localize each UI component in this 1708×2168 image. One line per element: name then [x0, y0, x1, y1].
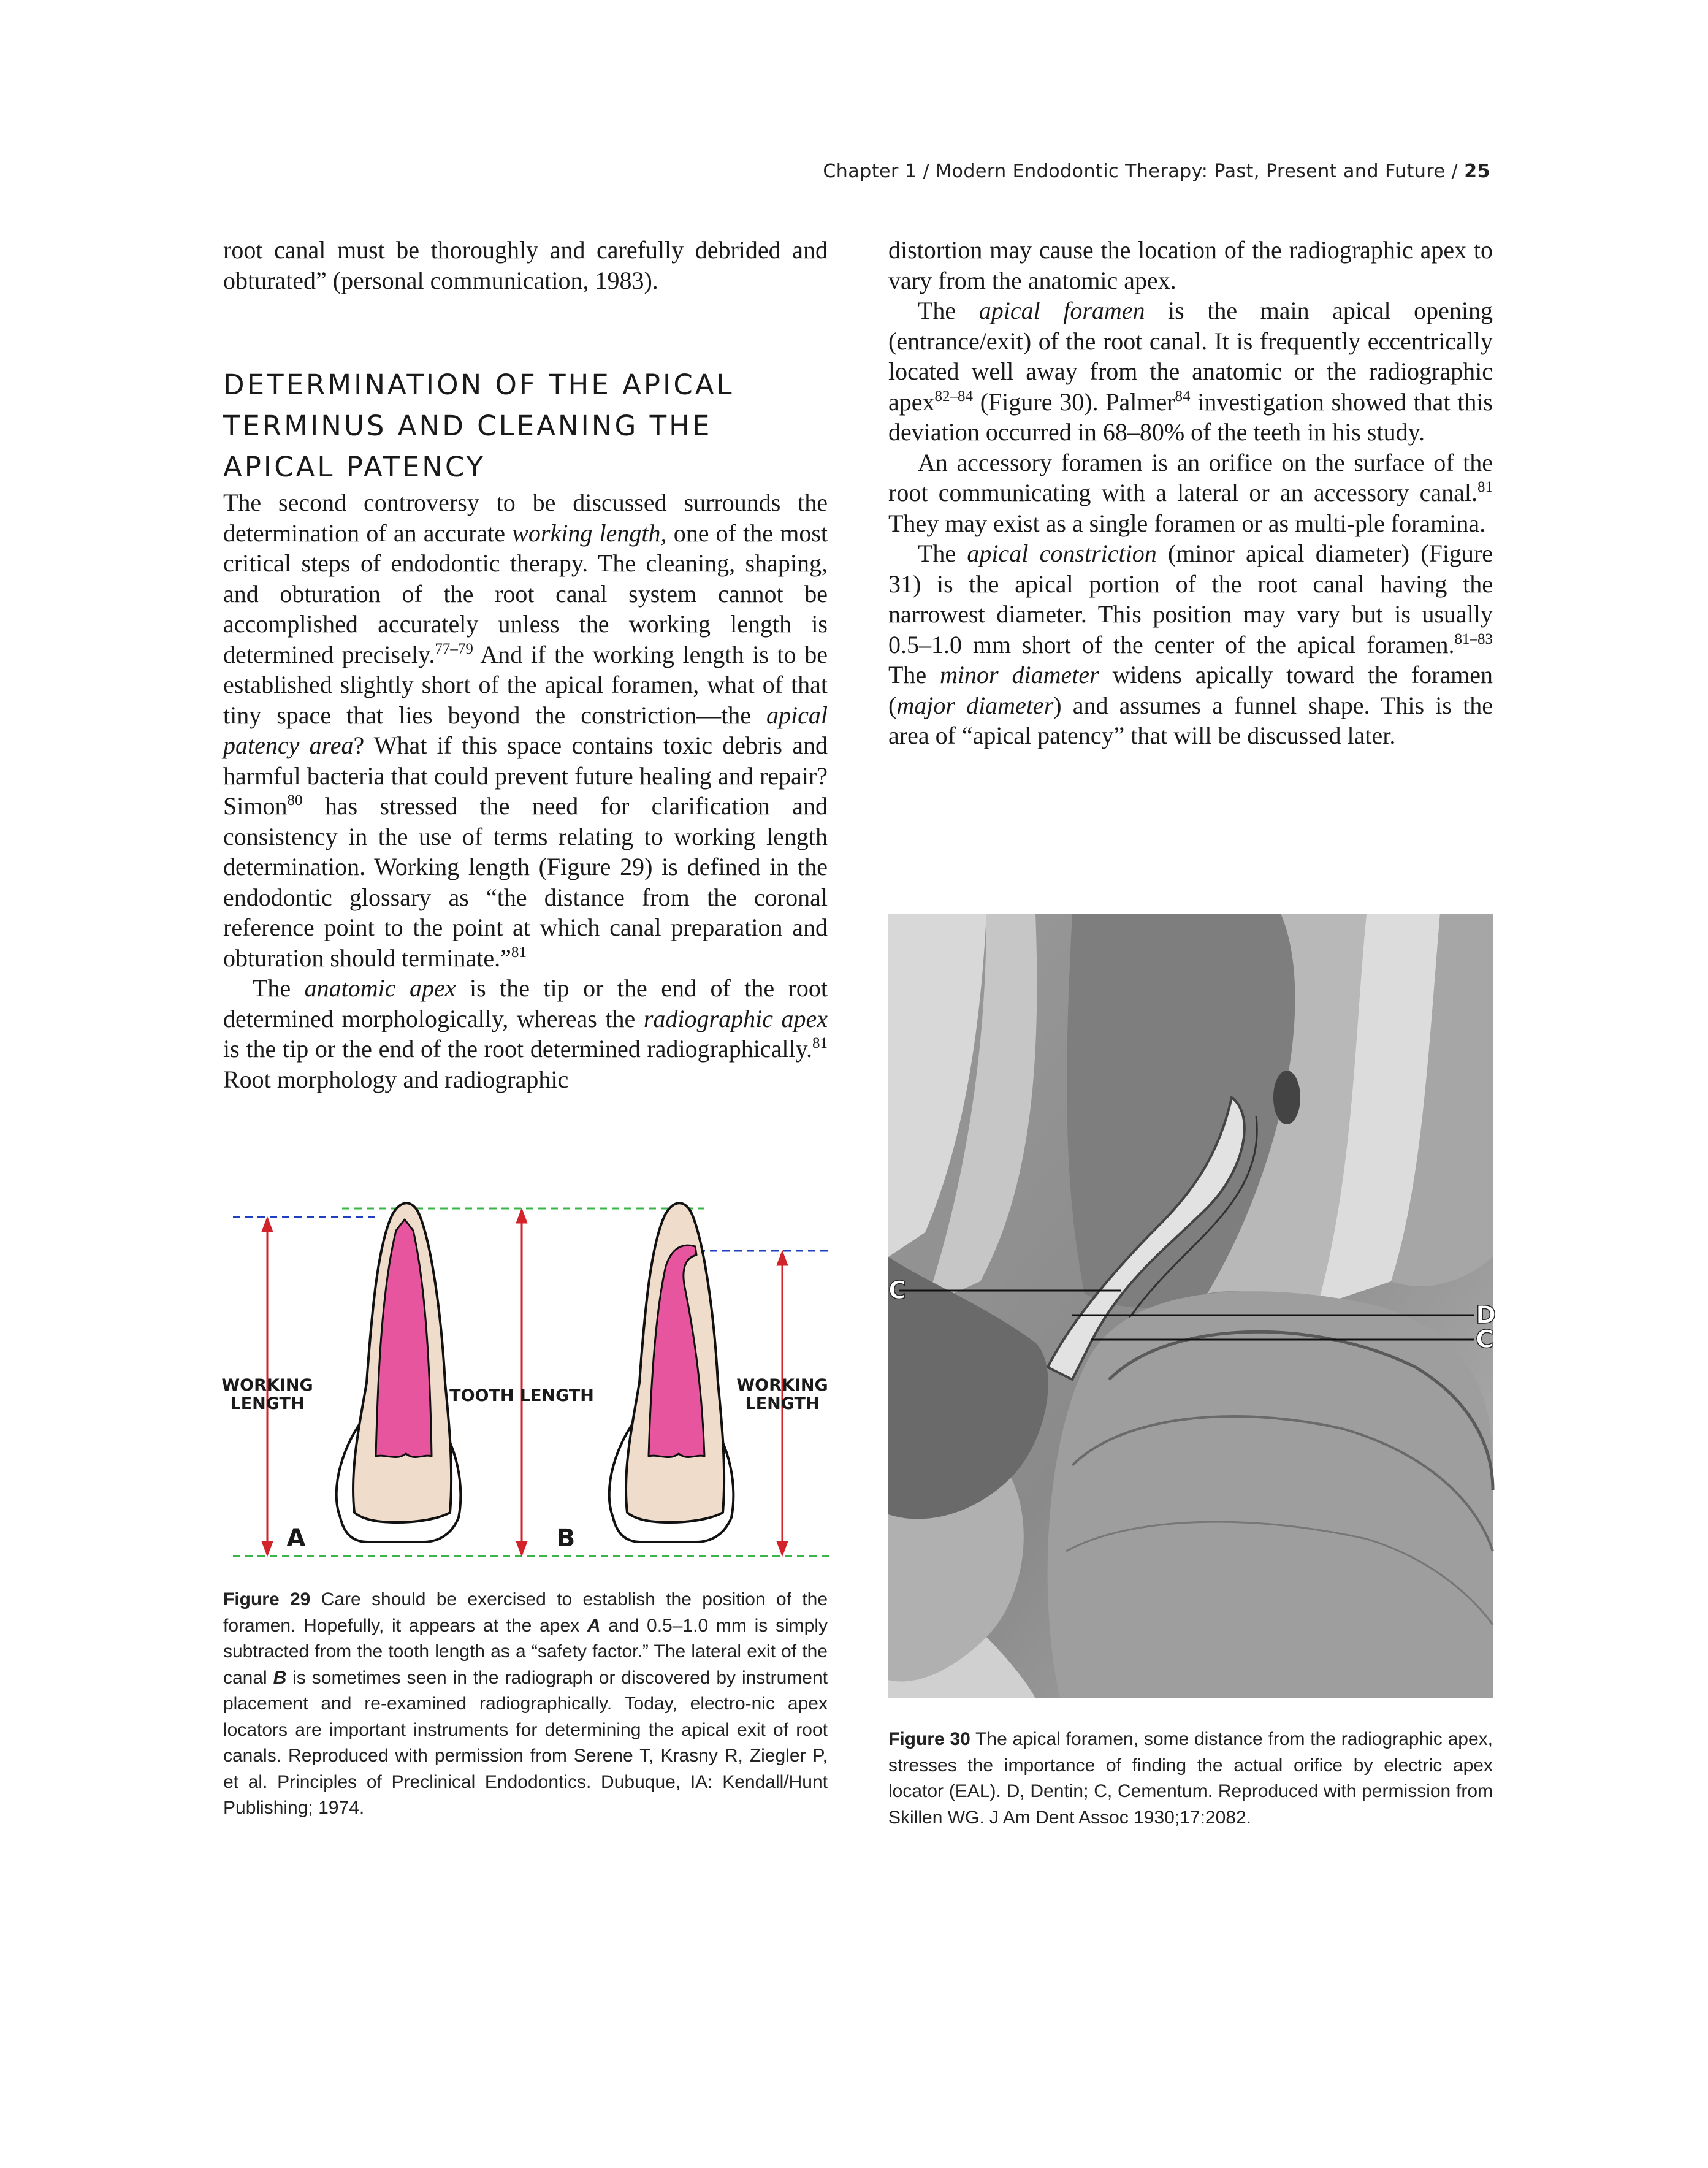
label-c-right: C	[1476, 1326, 1494, 1354]
tooth-length-arrow	[516, 1208, 527, 1556]
tooth-a-label: A	[286, 1524, 306, 1552]
left-paragraph-2: The second controversy to be discussed surrounds the determination of an accurate working length, one of the most critical steps of endodontic therapy. The cleaning, shaping, and obturation of the root canal system cannot be accomplished accurately unless the working length is determined precisely.$^{77-79}$ And if the working length is to be established slightly short of the apical foramen, what of that tiny space that lies beyond the constriction—the apical patency area? What if this space contains toxic debris and harmful bacteria that could prevent future healing and repair? Simon$^{80}$ has stressed the need for clarification and consistency in the use of terms relating to working length determination. Working length (Figure 29) is defined in the endodontic glossary as “the distance from the coronal reference point to the point at which canal preparation and obturation should terminate.”$^{81}$	[223, 489, 828, 972]
tooth-a	[337, 1203, 461, 1542]
right-paragraph-2: The apical foramen is the main apical opening (entrance/exit) of the root canal. It is frequently eccentrically located well away from the anatomic or the radiographic apex$^{82-84}$ (Figure 30). Palmer$^{84}$ investigation showed that this deviation occurred in 68–80% of the teeth in his study.	[888, 297, 1493, 446]
figure-30-micrograph	[888, 914, 1496, 1698]
section-heading: DETERMINATION OF THE APICAL TERMINUS AND CLEANING THE APICAL PATENCY	[223, 368, 734, 483]
tooth-b	[609, 1203, 734, 1542]
label-d: D	[1476, 1301, 1496, 1329]
tooth-length-label: TOOTH LENGTH	[449, 1386, 594, 1405]
running-head	[823, 161, 1490, 182]
right-column	[888, 235, 1493, 751]
running-title: Chapter 1 / Modern Endodontic Therapy: Past, Present and Future /	[823, 161, 1458, 182]
working-length-left-label-1: WORKING	[221, 1376, 313, 1395]
left-paragraph-3: The anatomic apex is the tip or the end of the root determined morphologically, whereas the radiographic apex is the tip or the end of the root determined radiographically.$^{81}$ Root morphology and radiographic	[223, 974, 828, 1093]
right-paragraph-3: An accessory foramen is an orifice on the surface of the root communicating with a lateral or an accessory canal.$^{81}$ They may exist as a single foramen or as multi-ple foramina.	[888, 448, 1493, 537]
left-column	[223, 235, 828, 1094]
figure-30-caption: Figure 30 The apical foramen, some distance from the radiographic apex, stresses the importance of finding the actual orifice by electric apex locator (EAL). D, Dentin; C, Cementum. Reproduced with permission from Skillen WG. J Am Dent Assoc 1930;17:2082.	[888, 1729, 1493, 1828]
right-paragraph-1: distortion may cause the location of the radiographic apex to vary from the anatomic apex.	[888, 236, 1493, 294]
left-paragraph-1: root canal must be thoroughly and carefully debrided and obturated” (personal communication, 1983).	[223, 236, 828, 294]
working-length-left-label-2: LENGTH	[230, 1394, 305, 1413]
figure-29-caption: Figure 29 Care should be exercised to establish the position of the foramen. Hopefully, it appears at the apex A and 0.5–1.0 mm is simply subtracted from the tooth length as a “safety factor.” The lateral exit of the canal B is sometimes seen in the radiograph or discovered by instrument placement and re-examined radiographically. Today, electro-nic apex locators are important instruments for determining the apical exit of root canals. Reproduced with permission from Serene T, Krasny R, Ziegler P, et al. Principles of Preclinical Endodontics. Dubuque, IA: Kendall/Hunt Publishing; 1974.	[223, 1589, 828, 1818]
working-length-right-label-1: WORKING	[736, 1376, 828, 1395]
lower-tissue-mass	[1048, 1291, 1493, 1698]
figure-29-diagram	[219, 1199, 833, 1567]
vessel-lumen	[1273, 1071, 1300, 1124]
working-length-right-label-2: LENGTH	[745, 1394, 820, 1413]
right-paragraph-4: The apical constriction (minor apical diameter) (Figure 31) is the apical portion of the root canal having the narrowest diameter. This position may vary but is usually 0.5–1.0 mm short of the center of the apical foramen.$^{81-83}$ The minor diameter widens apically toward the foramen (major diameter) and assumes a funnel shape. This is the area of “apical patency” that will be discussed later.	[888, 540, 1493, 749]
label-c-left: C	[888, 1277, 907, 1305]
page-number: 25	[1464, 161, 1490, 182]
tooth-b-label: B	[556, 1524, 576, 1552]
